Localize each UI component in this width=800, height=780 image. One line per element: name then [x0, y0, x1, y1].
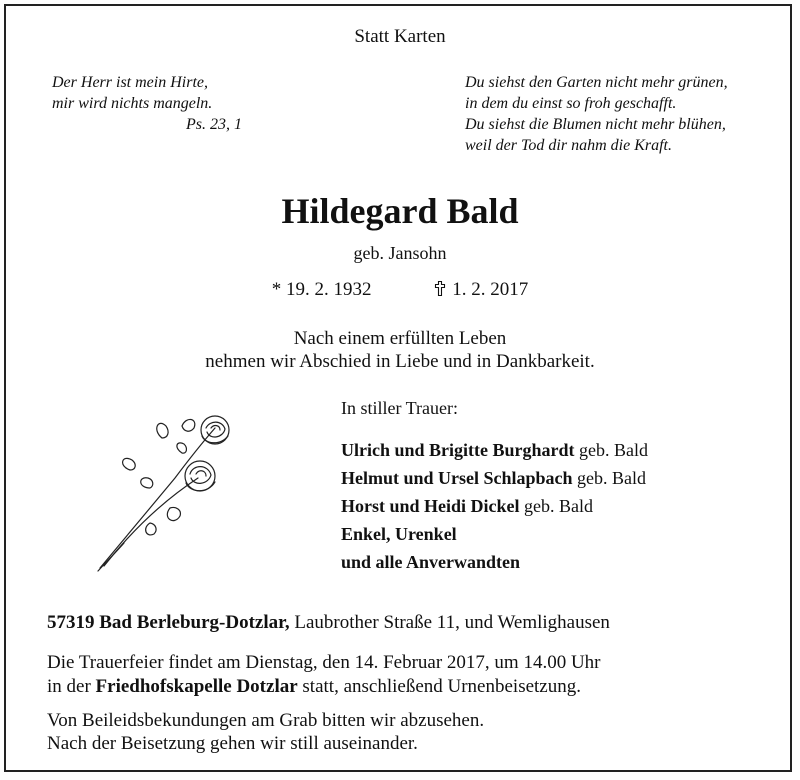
verse-left-line: Der Herr ist mein Hirte, — [52, 74, 208, 91]
verse-reference: Ps. 23, 1 — [186, 116, 242, 133]
closing-notes — [47, 709, 747, 755]
verse-right — [465, 72, 785, 156]
verse-right-line: weil der Tod dir nahm die Kraft. — [465, 137, 672, 154]
mourner-names: Enkel, Urenkel — [341, 524, 457, 544]
verse-left-line: mir wird nichts mangeln. — [52, 95, 213, 112]
rose-illustration — [90, 408, 250, 578]
mourner-names: Horst und Heidi Dickel — [341, 496, 520, 516]
death-date-group — [434, 279, 528, 300]
mourner-row — [341, 492, 648, 520]
ceremony-info — [47, 651, 747, 699]
farewell-line: Nach einem erfüllten Leben — [293, 328, 507, 349]
mourner-row — [341, 436, 648, 464]
born-name: geb. Jansohn — [353, 243, 447, 263]
closing-line: Nach der Beisetzung gehen wir still auseinander. — [47, 733, 418, 754]
birth-date: * 19. 2. 1932 — [271, 279, 372, 300]
death-date: 1. 2. 2017 — [452, 279, 529, 300]
farewell-line: nehmen wir Abschied in Liebe und in Dankbarkeit. — [205, 351, 595, 372]
deceased-name: Hildegard Bald — [281, 191, 519, 231]
verse-left — [52, 72, 242, 135]
ceremony-pre: in der — [47, 676, 96, 697]
farewell-message — [0, 327, 800, 373]
life-dates — [0, 279, 800, 301]
mourner-suffix: geb. Bald — [572, 468, 647, 488]
cross-icon — [434, 281, 446, 296]
ceremony-line: Die Trauerfeier findet am Dienstag, den 14. Februar 2017, um 14.00 Uhr — [47, 652, 601, 673]
verse-right-line: Du siehst den Garten nicht mehr grünen, — [465, 74, 728, 91]
mourner-names: Helmut und Ursel Schlapbach — [341, 468, 573, 488]
header-title: Statt Karten — [354, 26, 446, 47]
mourning-heading: In stiller Trauer: — [341, 398, 458, 418]
ceremony-place: Friedhofskapelle Dotzlar — [95, 676, 298, 697]
mourner-row — [341, 548, 648, 576]
verse-right-line: in dem du einst so froh geschafft. — [465, 95, 677, 112]
address-place: 57319 Bad Berleburg-Dotzlar, — [47, 612, 290, 633]
mourner-row — [341, 520, 648, 548]
ceremony-post: statt, anschließend Urnenbeisetzung. — [297, 676, 581, 697]
address-line — [47, 612, 610, 634]
mourner-names: Ulrich und Brigitte Burghardt — [341, 440, 575, 460]
ceremony-line — [47, 675, 747, 699]
closing-line: Von Beileidsbekundungen am Grab bitten wir abzusehen. — [47, 710, 485, 731]
mourner-suffix: geb. Bald — [574, 440, 649, 460]
mourner-suffix: geb. Bald — [519, 496, 594, 516]
mourner-row — [341, 464, 648, 492]
verse-right-line: Du siehst die Blumen nicht mehr blühen, — [465, 116, 726, 133]
mourner-list — [341, 436, 648, 576]
mourner-names: und alle Anverwandten — [341, 552, 521, 572]
address-rest: Laubrother Straße 11, und Wemlighausen — [289, 612, 610, 633]
